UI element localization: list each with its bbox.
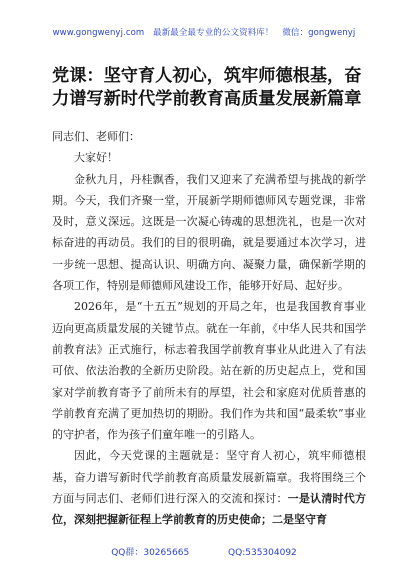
- paragraph-1: 金秋九月，丹桂飘香，我们又迎来了充满希望与挑战的新学期。今天，我们齐聚一堂，开展新学期师德师风专题党课，非常及时，意义深远。这既是一次凝心铸魂的思想洗礼，也是一次对标奋进的再动员。我们的目的很明确，就是要通过本次学习，进一步统一思想、提高认识、明确方向、凝聚力量，确保新学期的各项工作，特别是师德师风建设工作，能够开好局、起好步。: [52, 172, 366, 293]
- header-slogan: 最新最全最专业的公文资料库！: [153, 28, 274, 38]
- page-footer: [0, 545, 408, 558]
- document-body: [52, 126, 366, 531]
- greeting: 大家好！: [74, 151, 118, 165]
- footer-qq: QQ:535304092: [228, 548, 297, 558]
- paragraph-3: [52, 445, 366, 530]
- document-title: 党课：坚守育人初心，筑牢师德根基，奋力谱写新时代学前教育高质量发展新篇章: [52, 66, 362, 109]
- paragraph-3-bold-text: 一是认清时代方位，深刻把握新征程上学前教育的历史使命；二是坚守育: [52, 492, 367, 527]
- paragraph-3-text: 因此，今天党课的主题就是：坚守育人初心，筑牢师德根基，奋力谱写新时代学前教育高质量发展新篇章。我将围绕三个方面与同志们、老师们进行深入的交流和探讨：: [52, 449, 366, 506]
- salutation: 同志们、老师们：: [52, 130, 140, 143]
- header-website-link[interactable]: www.gongwenyj.com: [52, 28, 145, 38]
- header-wechat: 微信：gongwenyj: [282, 28, 356, 38]
- page-header: [0, 26, 408, 38]
- paragraph-2: 2026年，是“十五五”规划的开局之年，也是我国教育事业迈向更高质量发展的关键节点。就在一年前，《中华人民共和国学前教育法》正式施行，标志着我国学前教育事业从此进入了有法可依、依法治教的全新历史阶段。站在新的历史起点上，党和国家对学前教育寄予了前所未有的厚望，社会和家庭对优质普惠的学前教育充满了更加热切的期盼。我们作为共和国“最柔软”事业的守护者，作为孩子们童年唯一的引路人。: [52, 300, 366, 442]
- footer-qq-group: QQ群：30265665: [111, 548, 190, 558]
